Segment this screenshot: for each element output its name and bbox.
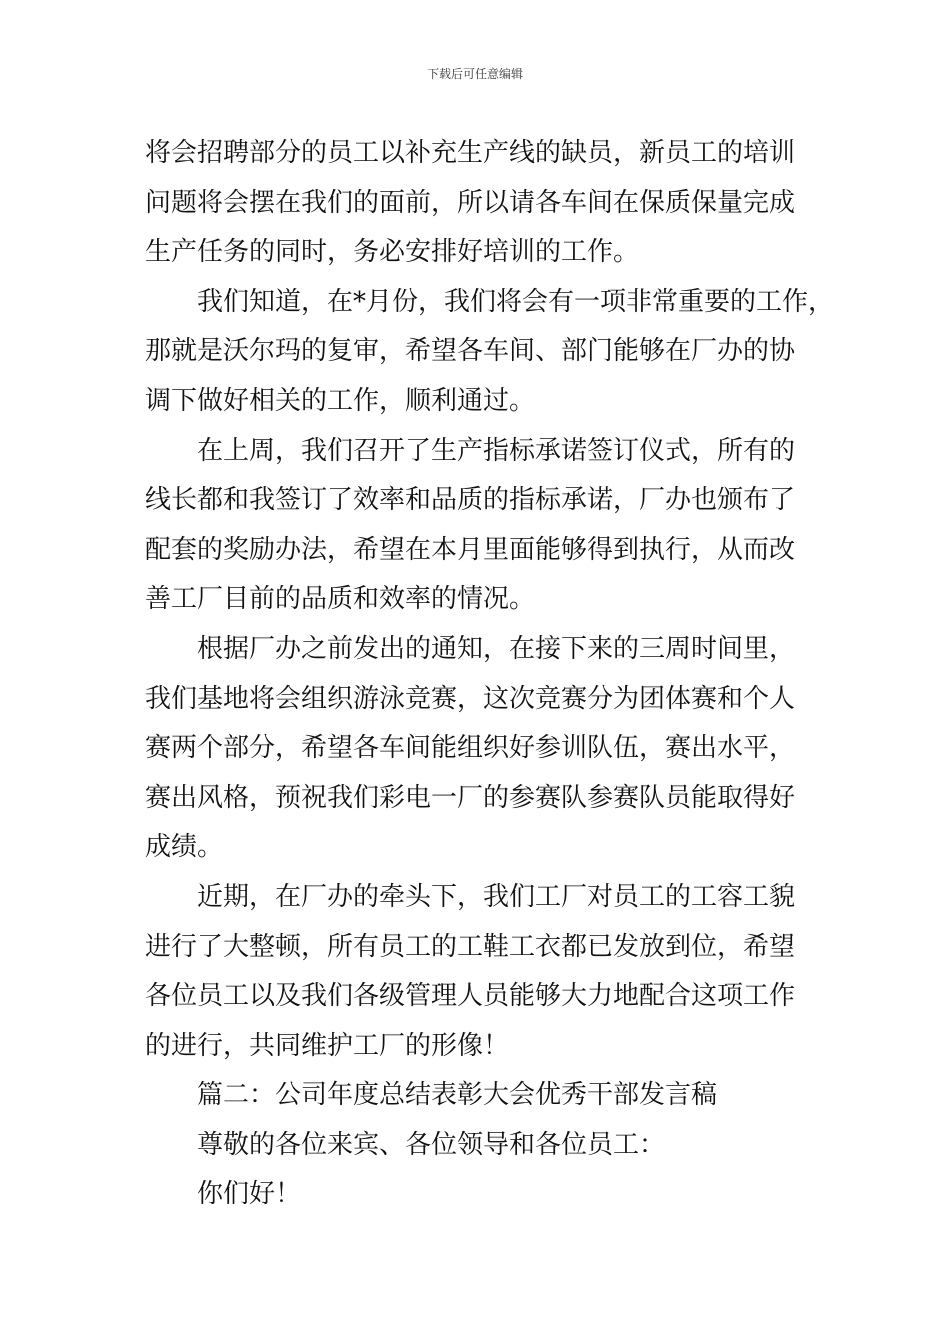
document-body — [145, 129, 835, 1220]
page-header: 下载后可任意编辑 — [426, 67, 523, 81]
text-line: 近期，在厂办的牵头下，我们工厂对员工的工容工貌 — [197, 881, 796, 912]
paragraph-1 — [145, 129, 815, 278]
text-line: 你们好！ — [197, 1179, 302, 1210]
text-line: 那就是沃尔玛的复审，希望各车间、部门能够在厂办的协 — [145, 336, 796, 367]
text-line: 我们知道，在*月份，我们将会有一项非常重要的工作， — [197, 286, 835, 317]
text-line: 各位员工以及我们各级管理人员能够大力地配合这项工作 — [145, 981, 796, 1012]
salutation — [145, 1121, 815, 1171]
paragraph-3 — [145, 427, 815, 625]
greeting — [145, 1170, 815, 1220]
text-line: 线长都和我签订了效率和品质的指标承诺，厂办也颁布了 — [145, 485, 796, 516]
text-line: 将会招聘部分的员工以补充生产线的缺员，新员工的培训 — [145, 138, 796, 168]
paragraph-2 — [145, 278, 835, 427]
text-line: 成绩。 — [145, 832, 224, 863]
text-line: 问题将会摆在我们的面前，所以请各车间在保质保量完成 — [145, 187, 796, 218]
text-line: 进行了大整顿，所有员工的工鞋工衣都已发放到位，希望 — [145, 931, 796, 962]
text-line: 调下做好相关的工作，顺利通过。 — [145, 385, 536, 416]
paragraph-4 — [145, 625, 815, 873]
text-line: 配套的奖励办法，希望在本月里面能够得到执行，从而改 — [145, 534, 796, 565]
text-line: 生产任务的同时，务必安排好培训的工作。 — [145, 237, 640, 268]
text-line: 我们基地将会组织游泳竞赛，这次竞赛分为团体赛和个人 — [145, 683, 796, 714]
text-line: 尊敬的各位来宾、各位领导和各位员工： — [197, 1129, 666, 1160]
paragraph-5 — [145, 873, 815, 1071]
section-heading — [145, 1071, 815, 1121]
text-line: 赛两个部分，希望各车间能组织好参训队伍，赛出水平， — [145, 733, 796, 764]
text-line: 根据厂办之前发出的通知，在接下来的三周时间里， — [197, 633, 796, 664]
text-line: 篇二：公司年度总结表彰大会优秀干部发言稿 — [197, 1080, 718, 1111]
text-line: 在上周，我们召开了生产指标承诺签订仪式，所有的 — [197, 435, 796, 466]
text-line: 的进行，共同维护工厂的形像！ — [145, 1030, 510, 1061]
text-line: 赛出风格，预祝我们彩电一厂的参赛队参赛队员能取得好 — [145, 782, 796, 813]
text-line: 善工厂目前的品质和效率的情况。 — [145, 584, 536, 615]
